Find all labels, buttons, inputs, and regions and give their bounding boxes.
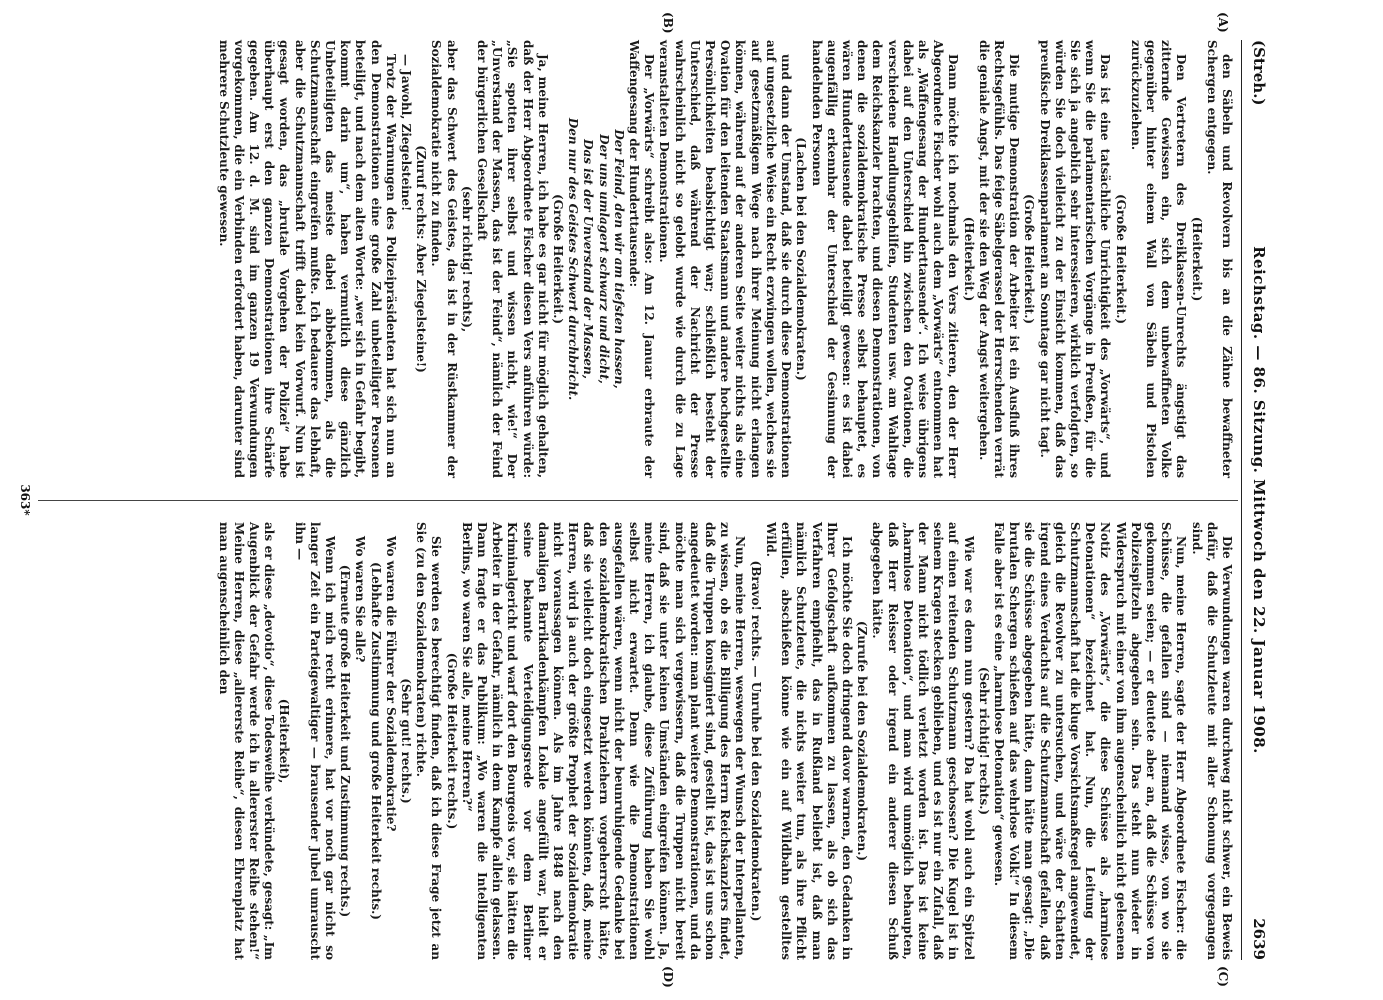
stage-direction: (Bravo! rechts. — Unruhe bei den Sozialdemokraten.) [748, 560, 763, 922]
stage-direction: (Heiterkeit.) [961, 216, 976, 302]
stage-direction: (Sehr richtig! rechts.) [976, 666, 991, 816]
stage-direction: (Große Heiterkeit.) [1113, 193, 1128, 325]
margin-marker-d: (D) [661, 966, 675, 988]
stage-direction: (Lebhafte Zustimmung und große Heiterkeit rechts.) [368, 562, 383, 920]
paragraph: und dann der Umstand, daß sie durch diese Demonstrationen auf ungesetzliche Weise ein Recht erzwingen wollen, welches sie auf gesetzmäßigem Wege nach ihrer Meinung nicht erlangen können, während auf der anderen Seite weiter nichts als eine Ovation für den leitenden Staatsmann und andere hochgestellte Persönlichkeiten beabsichtigt war; schließlich besteht der Unterschied, daß während der Nachricht der Presse wahrscheinlich nicht so gelobt wurde wie durch die zu Lage veranstalteten Demonstrationen. [657, 40, 794, 478]
right-column [215, 522, 1234, 960]
paragraph: Das ist eine tatsächliche Unrichtigkeit des „Vorwärts“, und wenn Sie die parlamentarischen Vorgänge in Preußen, für die Sie sich ja angeblich sehr interessieren, wirklich verfolgten, so würden Sie doch vielleicht zu der Einsicht kommen, daß das preußische Dreiklassenparlament an Sonntage gar nicht tagt. [1037, 40, 1113, 478]
left-column [215, 40, 1234, 478]
paragraph: Dann möchte ich nochmals den Vers zitieren, den der Herr Abgeordnete Fischer wohl auch dem „Vorwärts“ entnommen hat als „Waffengesang der Hunderttausende“. Ich weise übrigens dabei auf den Unterschied hin zwischen den Ovationen, die verschiedene Handlungsgehilfen, Studenten usw. am Wahltage dem Reichskanzler brachten, und diesen Demonstrationen, von denen die sozialdemokratische Presse selbst behauptet, es wären Hunderttausende dabei beteiligt gewesen: es ist dabei augenfällig erkennbar der Unterschied der Gesinnung der handelnden Personen [809, 40, 961, 478]
stage-direction: (Sehr gut! rechts.) [399, 678, 414, 804]
margin-marker-b: (B) [661, 12, 675, 34]
paragraph: Wie war es denn nun gestern? Da hat wohl auch ein Spitzel auf einen reitenden Schutzmann geschossen? Die Kugel ist in seinem Kragen stecken geblieben, und es ist nur ein Zufall, daß der Mann nicht tödlich verletzt worden ist. Das ist keine „harmlose Detonation“, und man wird unmöglich behaupten, daß Herr Reisser oder irgend ein anderer diesen Schuß abgegeben hätte. [870, 522, 976, 960]
paragraph: den Säbeln und Revolvern bis an die Zähne bewaffneter Schergen entgegen. [1204, 40, 1234, 478]
paragraph: Nun, meine Herren, weswegen der Wunsch der Interpellanten, zu wissen, ob es die Billigung des Herrn Reichskanzlers findet, daß die Truppen konsigniert sind, gestellt ist, das ist uns schon angedeutet worden: man plant weitere Demonstrationen, und da möchte man sich vergewissern, daß die Truppen nicht bereit sind, daß sie unter keinen Umständen eingreifen können. Ja, meine Herren, ich glaube, diese Zuführung haben Sie wohl selbst nicht erwartet. Denn wie die Demonstrationen ausgefallen wären, wenn nicht der beunruhigende Gedanke bei den sozialdemokratischen Drahtziehern vorgeherrscht hätte, daß sie vielleicht doch eingesetzt werden könnten, daß, meine Herren, wird ja auch der größte Prophet der Sozialdemokratie nicht voraussagen können. Als im Jahre 1848 nach den damaligen Barrikadenkämpfen Lokale angefüllt war, hielt er seine bekannte Verteidigungsrede vor dem Berliner Kriminalgericht und warf dort den Bourgeois vor, sie hätten die Arbeiter in der Gefahr, nämlich in dem Kampfe allein gelassen. Dann fragte er das Publikum: „Wo waren die Intelligenten Berlins, wo waren Sie alle, meine Herren?“ [459, 522, 748, 960]
verse-line: Der Feind, den wir am tiefsten hassen, [611, 129, 626, 389]
stage-direction: (Zurufe bei den Sozialdemokraten.) [855, 620, 870, 862]
sheet-code: 363* [18, 484, 32, 516]
header-rule [1241, 40, 1242, 960]
paragraph: Ja, meine Herren, ich habe es gar nicht für möglich gehalten, daß der Herr Abgeordnete Fischer diesen Vers anführen würde: „Sie spotten ihrer selbst und wissen nicht, wie!“ Der „Unverstand der Massen, das ist der Feind“, nämlich der Feind der bürgerlichen Gesellschaft [475, 40, 550, 478]
paragraph: Den Vertretern des Dreiklassen-Unrechts ängstigt das zitternde Gewissen ein, sich dem unbewaffneten Volke gegenüber hinter einem Wall von Säbeln und Pistolen zurückzuziehen. [1128, 40, 1189, 478]
running-title: Reichstag. — 86. Sitzung. Mittwoch den 22. Januar 1908. [1250, 246, 1268, 754]
stage-direction: (Lachen bei den Sozialdemokraten.) [794, 137, 809, 381]
column-divider [38, 500, 1238, 501]
paragraph: Wo waren Sie alle? [353, 536, 368, 663]
stage-direction: (Große Heiterkeit.) [551, 193, 566, 325]
paragraph: Der „Vorwärts“ schreibt also: Am 12. Januar erbraute der Waffengesang der Hunderttausende: [627, 40, 657, 478]
stage-direction: (Zuruf rechts: Aber Ziegelsteine!) [414, 145, 429, 373]
page-number: 2639 [1250, 918, 1268, 960]
margin-marker-a: (A) [1216, 12, 1230, 33]
margin-marker-c: (C) [1216, 966, 1230, 987]
stage-direction: (Heiterkeit), [277, 698, 292, 784]
paragraph: Die mutige Demonstration der Arbeiter ist ein Ausfluß ihres Rechtsgefühls. Das feige Säbelgerassel der Herrschenden verrät die geniale Angst, mit der sie den Weg der Angst weitergehen. [976, 40, 1022, 478]
page-header [1242, 40, 1268, 960]
paragraph: Ich möchte Sie doch dringend davor warnen, den Gedanken in Ihrer Gefolgschaft aufkommen zu lassen, als ob sich das Verfahren empfiehlt, das in Rußland beliebt ist, daß man nämlich Schutzleute, die nichts weiter tun, als ihre Pflicht erfüllen, abschießen könne wie ein auf Wildbahn gestelltes Wild. [763, 522, 854, 960]
paragraph: Nun, meine Herren, sagte der Herr Abgeordnete Fischer: die Schüsse, die gefallen sind — niemand wisse, von wo sie gekommen seien; — er deutete aber an, daß die Schüsse von Polizeispitzeln abgegeben sein. Das steht nun wieder in Widerspruch mit einer von ihm augenscheinlich nicht gelesenen Notiz des „Vorwärts“, die diese Schüsse als „harmlose Detonationen“ bezeichnet hat. Nun, die Leitung der Schutzmannschaft hat die kluge Vorsichtsmaßregel angewendet, gleich die Revolver zu untersuchen, und wäre der Schatten irgend eines Verdachts auf die Schutzmannschaft gefallen, daß sie die Schüsse abgegeben hätte, dann hätte man gesagt: „Die brutalen Schergen schießen auf das wehrlose Volk!“ In diesem Falle aber ist es eine „harmlose Detonation“ gewesen. [991, 522, 1189, 960]
paragraph: Wo waren die Führer der Sozialdemokratie? [383, 536, 398, 832]
stage-direction: (Erneute große Heiterkeit und Zustimmung rechts.) [338, 564, 353, 918]
verse-line: Den nur des Geistes Schwert durchbricht. [566, 117, 581, 401]
verse-line: Der uns umlagert schwarz und dicht, [596, 134, 611, 384]
stage-direction: (sehr richtig! rechts), [459, 185, 474, 333]
paragraph: als er diese „devotio“, diese Todesweihe verkündete, gesagt: „Im Augenblick der Gefahr werde ich in allererster Reihe stehen!“ Meine Herren, diese „allererste Reihe“, diesen Ehrenplatz hat man augenscheinlich den [216, 522, 277, 960]
stage-direction: (Große Heiterkeit rechts.) [444, 652, 459, 830]
paragraph: Wenn ich mich recht erinnere, hat vor noch gar nicht so langer Zeit ein Parteigewaltiger — brausender Jubel umrauscht ihn — [292, 522, 338, 960]
paragraph: Trotz der Warnungen des Polizeipräsidenten hat sich nun an den Demonstrationen eine große Zahl unbeteiligter Personen beteiligt, und nach dem alten Worte: „wer sich in Gefahr begibt, kommt darin um“, haben vermutlich diese gänzlich Unbeteiligten das meiste dabei abbekommen, als die Schutzmannschaft eingreifen mußte. Ich bedauere das lebhaft, aber die Schutzmannschaft trifft dabei kein Vorwurf. Nun ist gesagt worden, das „brutale Vorgehen der Polizei“ habe überhaupt erst den ganzen Demonstrationen ihre Schärfe gegeben. Am 12. d. M. sind im ganzen 19 Verwundungen vorgekommen, die ein Verbinden erfordert haben, darunter sind mehrere Schutzleute gewesen. [216, 40, 398, 478]
stage-direction: (Heiterkeit.) [1189, 216, 1204, 302]
speaker-tag: (Streh.) [1250, 40, 1268, 106]
paragraph: Sie werden es berechtigt finden, daß ich diese Frage jetzt an Sie (zu den Sozialdemokraten) richte. [414, 522, 444, 960]
paragraph: Die Verwundungen waren durchweg nicht schwer, ein Beweis dafür, daß die Schutzleute mit aller Schonung vorgegangen sind. [1189, 522, 1234, 960]
paragraph: aber das Schwert des Geistes, das ist in der Rüstkammer der Sozialdemokratie nicht zu finden. [429, 40, 459, 478]
paragraph: — Jawohl, Ziegelsteine! [399, 54, 414, 212]
verse-line: Das ist der Unverstand der Massen, [581, 139, 596, 379]
stage-direction: (Große Heiterkeit.) [1022, 193, 1037, 325]
